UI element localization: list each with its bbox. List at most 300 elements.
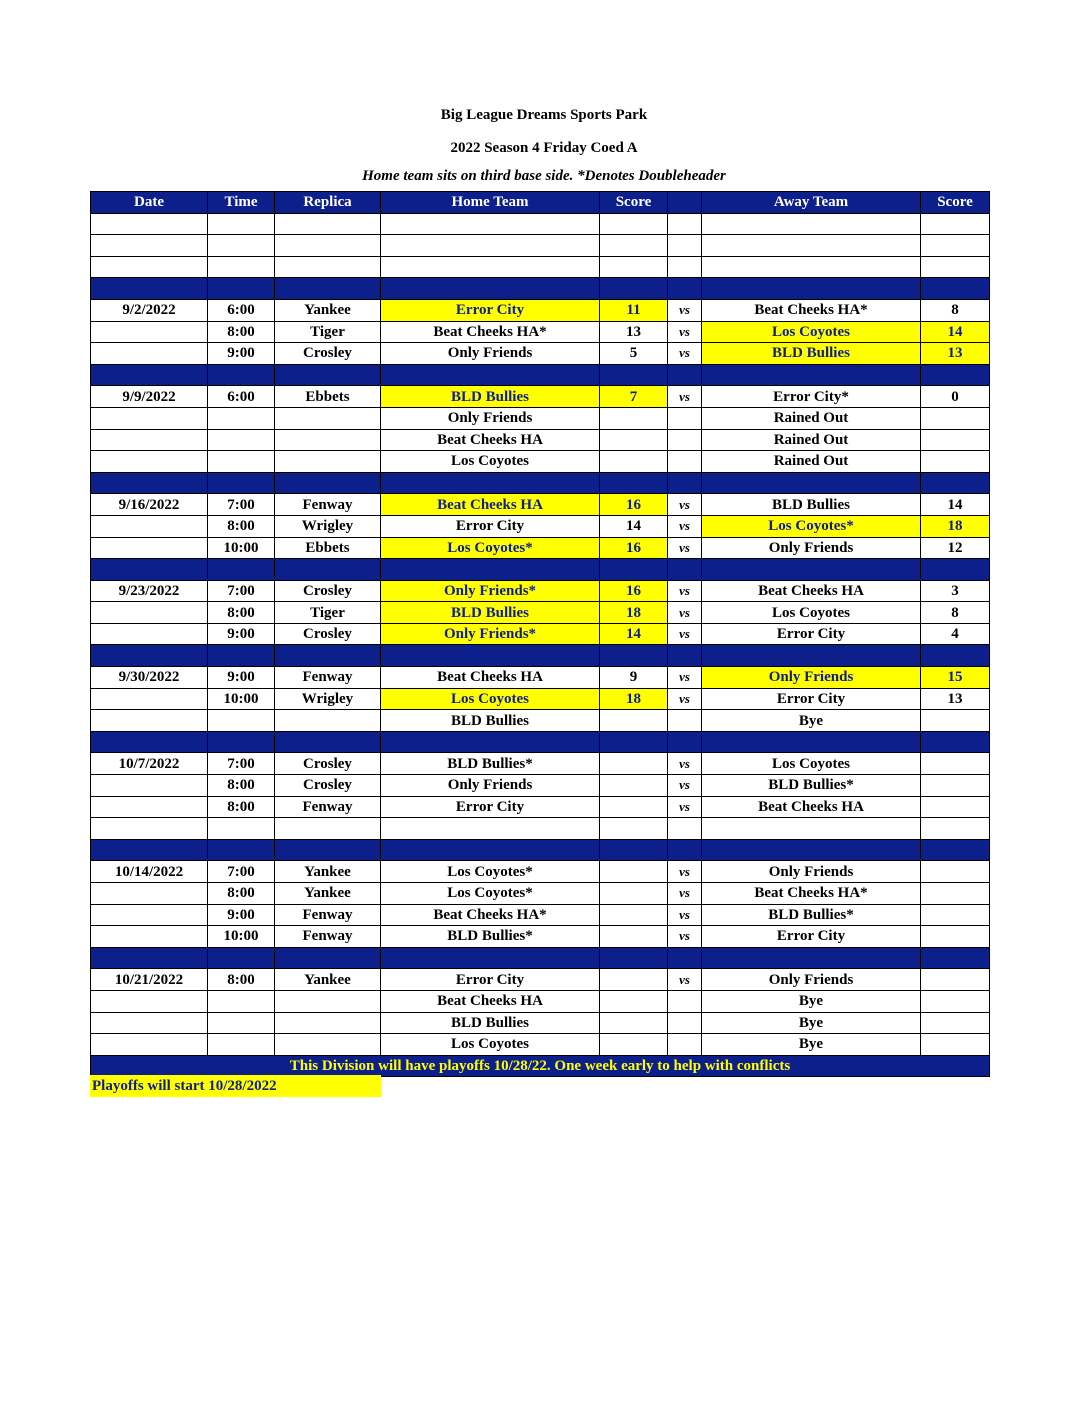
game-row xyxy=(91,386,990,408)
blank-cell xyxy=(275,235,381,257)
separator-cell xyxy=(600,472,668,494)
separator-cell xyxy=(702,731,921,753)
col-away-score: Score xyxy=(921,192,990,214)
home-team-cell: Beat Cheeks HA xyxy=(381,429,600,451)
away-team-cell: Only Friends xyxy=(702,969,921,991)
replica-cell: Ebbets xyxy=(275,537,381,559)
blank-row xyxy=(91,235,990,257)
date-cell xyxy=(91,343,208,365)
separator-cell xyxy=(600,731,668,753)
home-team-cell: Beat Cheeks HA xyxy=(381,990,600,1012)
home-team-cell: Only Friends xyxy=(381,775,600,797)
away-team-cell: Error City xyxy=(702,926,921,948)
vs-cell xyxy=(668,451,702,473)
away-score-cell xyxy=(921,861,990,883)
home-team-cell: BLD Bullies xyxy=(381,602,600,624)
away-team-cell: Rained Out xyxy=(702,429,921,451)
date-cell xyxy=(91,1034,208,1056)
separator-cell xyxy=(921,947,990,969)
game-row xyxy=(91,753,990,775)
replica-cell: Yankee xyxy=(275,299,381,321)
schedule-note: Home team sits on third base side. *Denotes Doubleheader xyxy=(362,168,726,184)
separator-cell xyxy=(668,472,702,494)
vs-cell: vs xyxy=(668,515,702,537)
date-cell: 10/7/2022 xyxy=(91,753,208,775)
home-team-cell: Los Coyotes xyxy=(381,451,600,473)
replica-cell xyxy=(275,1012,381,1034)
away-team-cell: Beat Cheeks HA xyxy=(702,796,921,818)
blank-row xyxy=(91,818,990,840)
replica-cell: Tiger xyxy=(275,321,381,343)
time-cell: 9:00 xyxy=(208,667,275,689)
time-cell: 6:00 xyxy=(208,386,275,408)
col-home-team: Home Team xyxy=(381,192,600,214)
home-score-cell: 7 xyxy=(600,386,668,408)
time-cell: 9:00 xyxy=(208,904,275,926)
home-score-cell: 11 xyxy=(600,299,668,321)
date-cell xyxy=(91,796,208,818)
time-cell: 7:00 xyxy=(208,753,275,775)
playoffs-note: Playoffs will start 10/28/2022 xyxy=(90,1075,381,1097)
home-score-cell xyxy=(600,1012,668,1034)
blank-cell xyxy=(91,213,208,235)
separator-cell xyxy=(702,839,921,861)
away-score-cell: 18 xyxy=(921,515,990,537)
col-vs xyxy=(668,192,702,214)
vs-cell: vs xyxy=(668,667,702,689)
blank-cell xyxy=(702,235,921,257)
separator-cell xyxy=(208,559,275,581)
replica-cell: Ebbets xyxy=(275,386,381,408)
separator-cell xyxy=(275,559,381,581)
replica-cell: Fenway xyxy=(275,926,381,948)
separator-cell xyxy=(600,645,668,667)
date-cell: 10/14/2022 xyxy=(91,861,208,883)
game-row xyxy=(91,494,990,516)
separator-cell xyxy=(208,364,275,386)
away-team-cell: BLD Bullies* xyxy=(702,904,921,926)
game-row xyxy=(91,343,990,365)
separator-cell xyxy=(600,559,668,581)
away-team-cell: Los Coyotes xyxy=(702,321,921,343)
separator-cell xyxy=(208,645,275,667)
date-cell: 9/9/2022 xyxy=(91,386,208,408)
blank-cell xyxy=(600,256,668,278)
footer-note: This Division will have playoffs 10/28/22. One week early to help with conflicts xyxy=(91,1055,990,1077)
blank-cell xyxy=(91,235,208,257)
away-team-cell: Only Friends xyxy=(702,861,921,883)
home-team-cell: BLD Bullies xyxy=(381,386,600,408)
blank-cell xyxy=(668,213,702,235)
separator-cell xyxy=(381,947,600,969)
separator-cell xyxy=(208,731,275,753)
vs-cell xyxy=(668,710,702,732)
away-score-cell xyxy=(921,775,990,797)
separator-cell xyxy=(91,839,208,861)
game-row xyxy=(91,990,990,1012)
date-cell: 9/23/2022 xyxy=(91,580,208,602)
blank-cell xyxy=(668,818,702,840)
away-score-cell: 8 xyxy=(921,299,990,321)
separator-cell xyxy=(600,278,668,300)
separator-cell xyxy=(381,731,600,753)
replica-cell xyxy=(275,451,381,473)
away-team-cell: Beat Cheeks HA xyxy=(702,580,921,602)
time-cell xyxy=(208,1012,275,1034)
replica-cell xyxy=(275,429,381,451)
blank-cell xyxy=(668,256,702,278)
date-cell xyxy=(91,515,208,537)
away-team-cell: Error City xyxy=(702,623,921,645)
home-team-cell: Error City xyxy=(381,796,600,818)
game-row xyxy=(91,688,990,710)
blank-cell xyxy=(208,213,275,235)
replica-cell: Crosley xyxy=(275,753,381,775)
vs-cell: vs xyxy=(668,321,702,343)
date-cell xyxy=(91,429,208,451)
date-cell: 9/30/2022 xyxy=(91,667,208,689)
replica-cell: Crosley xyxy=(275,623,381,645)
date-cell: 9/2/2022 xyxy=(91,299,208,321)
vs-cell: vs xyxy=(668,753,702,775)
blank-cell xyxy=(921,256,990,278)
home-team-cell: Error City xyxy=(381,299,600,321)
home-score-cell: 18 xyxy=(600,688,668,710)
vs-cell xyxy=(668,407,702,429)
away-score-cell xyxy=(921,904,990,926)
time-cell xyxy=(208,1034,275,1056)
blank-cell xyxy=(275,213,381,235)
home-team-cell: Los Coyotes* xyxy=(381,861,600,883)
separator-cell xyxy=(208,278,275,300)
away-score-cell: 14 xyxy=(921,321,990,343)
separator-cell xyxy=(275,472,381,494)
vs-cell: vs xyxy=(668,883,702,905)
home-team-cell: Only Friends xyxy=(381,407,600,429)
blank-cell xyxy=(702,256,921,278)
vs-cell xyxy=(668,429,702,451)
game-row xyxy=(91,926,990,948)
separator-cell xyxy=(668,559,702,581)
separator-cell xyxy=(668,839,702,861)
date-cell xyxy=(91,602,208,624)
home-team-cell: Beat Cheeks HA xyxy=(381,667,600,689)
date-cell xyxy=(91,883,208,905)
away-team-cell: Only Friends xyxy=(702,667,921,689)
away-score-cell: 13 xyxy=(921,343,990,365)
separator-cell xyxy=(275,839,381,861)
game-row xyxy=(91,515,990,537)
away-score-cell xyxy=(921,990,990,1012)
blank-cell xyxy=(921,213,990,235)
game-row xyxy=(91,969,990,991)
away-score-cell xyxy=(921,407,990,429)
vs-cell: vs xyxy=(668,926,702,948)
blank-row xyxy=(91,213,990,235)
away-team-cell: BLD Bullies* xyxy=(702,775,921,797)
home-team-cell: BLD Bullies* xyxy=(381,753,600,775)
game-row xyxy=(91,299,990,321)
separator-cell xyxy=(921,472,990,494)
separator-cell xyxy=(275,645,381,667)
separator-cell xyxy=(91,559,208,581)
time-cell: 10:00 xyxy=(208,537,275,559)
game-row xyxy=(91,451,990,473)
away-team-cell: Beat Cheeks HA* xyxy=(702,883,921,905)
home-team-cell: Beat Cheeks HA* xyxy=(381,904,600,926)
date-cell xyxy=(91,537,208,559)
date-cell xyxy=(91,990,208,1012)
blank-cell xyxy=(600,213,668,235)
separator-cell xyxy=(91,645,208,667)
home-team-cell: Error City xyxy=(381,969,600,991)
home-team-cell: BLD Bullies* xyxy=(381,926,600,948)
blank-cell xyxy=(381,818,600,840)
time-cell xyxy=(208,990,275,1012)
separator-cell xyxy=(668,364,702,386)
separator-cell xyxy=(275,947,381,969)
date-cell xyxy=(91,926,208,948)
blank-cell xyxy=(208,235,275,257)
game-row xyxy=(91,1034,990,1056)
separator-cell xyxy=(702,947,921,969)
home-score-cell xyxy=(600,429,668,451)
home-score-cell: 9 xyxy=(600,667,668,689)
time-cell xyxy=(208,451,275,473)
vs-cell xyxy=(668,990,702,1012)
blank-cell xyxy=(91,818,208,840)
away-score-cell: 0 xyxy=(921,386,990,408)
separator-cell xyxy=(668,947,702,969)
game-row xyxy=(91,429,990,451)
home-team-cell: BLD Bullies xyxy=(381,710,600,732)
home-team-cell: Los Coyotes* xyxy=(381,883,600,905)
blank-cell xyxy=(600,818,668,840)
game-row xyxy=(91,623,990,645)
vs-cell: vs xyxy=(668,343,702,365)
home-score-cell: 5 xyxy=(600,343,668,365)
separator-cell xyxy=(668,278,702,300)
vs-cell: vs xyxy=(668,688,702,710)
separator-cell xyxy=(702,278,921,300)
away-score-cell: 3 xyxy=(921,580,990,602)
blank-cell xyxy=(600,235,668,257)
replica-cell: Fenway xyxy=(275,494,381,516)
home-score-cell xyxy=(600,775,668,797)
away-score-cell: 12 xyxy=(921,537,990,559)
vs-cell: vs xyxy=(668,386,702,408)
replica-cell: Fenway xyxy=(275,796,381,818)
date-cell: 9/16/2022 xyxy=(91,494,208,516)
separator-cell xyxy=(208,472,275,494)
time-cell: 6:00 xyxy=(208,299,275,321)
home-team-cell: Los Coyotes* xyxy=(381,537,600,559)
home-score-cell xyxy=(600,796,668,818)
separator-cell xyxy=(381,839,600,861)
separator-cell xyxy=(91,731,208,753)
home-score-cell xyxy=(600,753,668,775)
separator-cell xyxy=(702,559,921,581)
separator-cell xyxy=(702,645,921,667)
home-score-cell xyxy=(600,451,668,473)
blank-cell xyxy=(702,213,921,235)
away-team-cell: Beat Cheeks HA* xyxy=(702,299,921,321)
home-score-cell: 13 xyxy=(600,321,668,343)
away-score-cell: 4 xyxy=(921,623,990,645)
time-cell: 7:00 xyxy=(208,580,275,602)
separator-cell xyxy=(91,364,208,386)
replica-cell: Yankee xyxy=(275,861,381,883)
date-cell xyxy=(91,321,208,343)
replica-cell: Crosley xyxy=(275,580,381,602)
home-score-cell: 14 xyxy=(600,515,668,537)
separator-cell xyxy=(702,472,921,494)
home-team-cell: Only Friends xyxy=(381,343,600,365)
time-cell: 8:00 xyxy=(208,775,275,797)
away-score-cell xyxy=(921,710,990,732)
away-team-cell: Error City xyxy=(702,688,921,710)
vs-cell: vs xyxy=(668,299,702,321)
home-score-cell xyxy=(600,904,668,926)
date-cell: 10/21/2022 xyxy=(91,969,208,991)
week-separator xyxy=(91,731,990,753)
away-team-cell: Bye xyxy=(702,710,921,732)
week-separator xyxy=(91,947,990,969)
blank-cell xyxy=(381,213,600,235)
vs-cell: vs xyxy=(668,861,702,883)
game-row xyxy=(91,580,990,602)
blank-row xyxy=(91,256,990,278)
season-title: 2022 Season 4 Friday Coed A xyxy=(450,140,638,156)
col-away-team: Away Team xyxy=(702,192,921,214)
separator-cell xyxy=(921,839,990,861)
separator-cell xyxy=(702,364,921,386)
home-score-cell xyxy=(600,407,668,429)
game-row xyxy=(91,710,990,732)
separator-cell xyxy=(600,947,668,969)
col-date: Date xyxy=(91,192,208,214)
time-cell: 10:00 xyxy=(208,926,275,948)
separator-cell xyxy=(381,278,600,300)
home-score-cell xyxy=(600,883,668,905)
separator-cell xyxy=(275,731,381,753)
replica-cell: Wrigley xyxy=(275,688,381,710)
away-team-cell: BLD Bullies xyxy=(702,494,921,516)
home-team-cell: Beat Cheeks HA* xyxy=(381,321,600,343)
schedule-table xyxy=(90,191,990,1077)
away-team-cell: Rained Out xyxy=(702,407,921,429)
time-cell xyxy=(208,407,275,429)
time-cell: 8:00 xyxy=(208,321,275,343)
away-score-cell xyxy=(921,429,990,451)
separator-cell xyxy=(921,731,990,753)
away-team-cell: BLD Bullies xyxy=(702,343,921,365)
home-score-cell: 14 xyxy=(600,623,668,645)
game-row xyxy=(91,861,990,883)
week-separator xyxy=(91,559,990,581)
blank-cell xyxy=(91,256,208,278)
separator-cell xyxy=(921,559,990,581)
away-team-cell: Only Friends xyxy=(702,537,921,559)
away-score-cell: 13 xyxy=(921,688,990,710)
separator-cell xyxy=(600,364,668,386)
home-team-cell: Only Friends* xyxy=(381,580,600,602)
week-separator xyxy=(91,839,990,861)
replica-cell: Crosley xyxy=(275,775,381,797)
separator-cell xyxy=(275,364,381,386)
vs-cell: vs xyxy=(668,602,702,624)
away-team-cell: Bye xyxy=(702,1012,921,1034)
away-score-cell: 15 xyxy=(921,667,990,689)
game-row xyxy=(91,667,990,689)
game-row xyxy=(91,904,990,926)
home-score-cell: 16 xyxy=(600,494,668,516)
game-row xyxy=(91,796,990,818)
vs-cell: vs xyxy=(668,623,702,645)
away-team-cell: Los Coyotes* xyxy=(702,515,921,537)
replica-cell: Crosley xyxy=(275,343,381,365)
home-score-cell xyxy=(600,990,668,1012)
col-replica: Replica xyxy=(275,192,381,214)
game-row xyxy=(91,537,990,559)
blank-cell xyxy=(668,235,702,257)
separator-cell xyxy=(91,472,208,494)
separator-cell xyxy=(600,839,668,861)
game-row xyxy=(91,407,990,429)
home-score-cell: 16 xyxy=(600,580,668,602)
away-score-cell: 8 xyxy=(921,602,990,624)
time-cell: 10:00 xyxy=(208,688,275,710)
date-cell xyxy=(91,623,208,645)
separator-cell xyxy=(208,947,275,969)
vs-cell: vs xyxy=(668,775,702,797)
home-team-cell: Error City xyxy=(381,515,600,537)
col-home-score: Score xyxy=(600,192,668,214)
col-time: Time xyxy=(208,192,275,214)
time-cell: 7:00 xyxy=(208,861,275,883)
separator-cell xyxy=(208,839,275,861)
home-team-cell: Los Coyotes xyxy=(381,688,600,710)
game-row xyxy=(91,883,990,905)
footer-note-row xyxy=(91,1055,990,1077)
date-cell xyxy=(91,1012,208,1034)
home-score-cell xyxy=(600,926,668,948)
home-score-cell xyxy=(600,1034,668,1056)
week-separator xyxy=(91,645,990,667)
away-team-cell: Error City* xyxy=(702,386,921,408)
home-team-cell: Beat Cheeks HA xyxy=(381,494,600,516)
away-team-cell: Los Coyotes xyxy=(702,602,921,624)
vs-cell xyxy=(668,1034,702,1056)
replica-cell xyxy=(275,710,381,732)
vs-cell: vs xyxy=(668,580,702,602)
away-score-cell xyxy=(921,969,990,991)
replica-cell xyxy=(275,990,381,1012)
away-score-cell xyxy=(921,451,990,473)
time-cell: 8:00 xyxy=(208,796,275,818)
replica-cell xyxy=(275,1034,381,1056)
separator-cell xyxy=(91,278,208,300)
date-cell xyxy=(91,775,208,797)
time-cell: 8:00 xyxy=(208,515,275,537)
home-score-cell xyxy=(600,710,668,732)
week-separator xyxy=(91,472,990,494)
away-team-cell: Bye xyxy=(702,990,921,1012)
blank-cell xyxy=(381,256,600,278)
game-row xyxy=(91,775,990,797)
blank-cell xyxy=(702,818,921,840)
separator-cell xyxy=(91,947,208,969)
